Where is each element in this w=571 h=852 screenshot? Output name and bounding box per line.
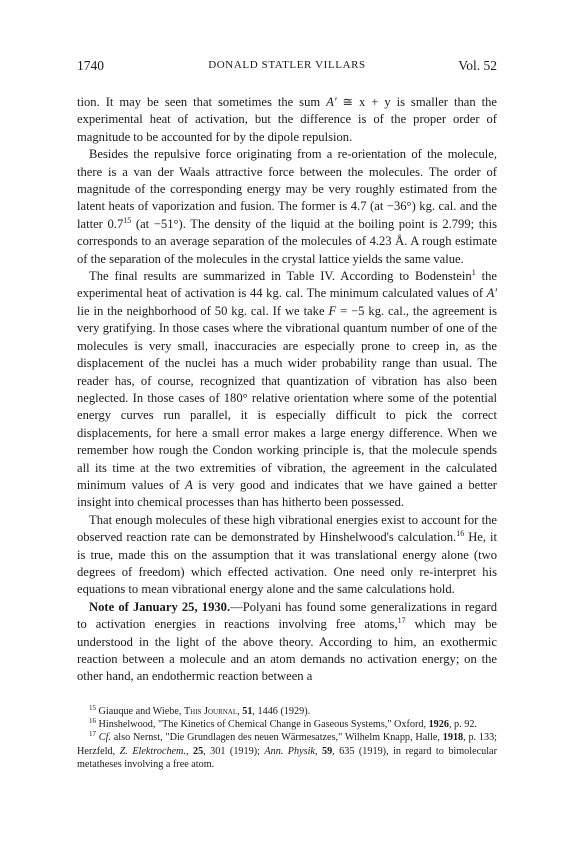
footnote-17 xyxy=(77,731,497,771)
footnote-text: , p. 133; Herzfeld, xyxy=(77,732,497,757)
paragraph-5 xyxy=(77,599,497,686)
journal-name: Z. Elektrochem. xyxy=(119,745,186,757)
body-text xyxy=(77,94,497,686)
page-number: 1740 xyxy=(77,58,104,73)
footnotes xyxy=(77,705,497,771)
footnote-15 xyxy=(77,705,497,718)
footnote-text: , xyxy=(314,745,322,757)
note-heading: Note of January 25, 1930. xyxy=(89,599,231,614)
footnote-text: also Nernst, "Die Grundlagen des neuen Wärmesatzes," Wilhelm Knapp, Halle, xyxy=(110,732,443,744)
cf-abbrev: Cf. xyxy=(98,732,111,744)
paragraph-text: which may be understood in the light of the above theory. According to him, an exothermic reaction between a molecule and an atom demands no activation energy; on the other hand, an endothermic reaction between a xyxy=(77,617,497,684)
math-symbol: A xyxy=(185,477,193,492)
footnote-16 xyxy=(77,718,497,731)
math-symbol: F xyxy=(328,303,337,318)
volume-number: 51 xyxy=(242,706,253,717)
footnote-text: , 635 (1919), in regard to bimolecular metatheses involving a free atom. xyxy=(77,745,497,770)
footnote-number: 15 xyxy=(89,704,96,712)
paragraph-text: ≅ x + y is smaller than the experimental heat of activation, but the difference is of the proper order of magnitude to be accounted for by the dipole repulsion. xyxy=(77,95,497,144)
paragraph-3 xyxy=(77,268,497,512)
paragraph-text: —Polyani has found some generalizations in regard to activation energies in reactions involving free atoms, xyxy=(77,599,498,632)
paragraph-text: the experimental heat of activation is 44 kg. cal. The minimum calculated values of xyxy=(77,269,497,301)
volume-label: Vol. 52 xyxy=(458,58,497,73)
paragraph-text: The final results are summarized in Table IV. According to Bodenstein xyxy=(89,269,472,284)
paragraph-text: tion. It may be seen that sometimes the sum xyxy=(77,95,327,109)
math-symbol: A' xyxy=(326,95,337,109)
footnote-text: , p. 92. xyxy=(448,719,477,731)
footnote-text: Hinshelwood, "The Kinetics of Chemical Change in Gaseous Systems," Oxford, xyxy=(96,719,429,731)
paragraph-text: lie in the neighborhood of 50 kg. cal. If we take xyxy=(77,303,329,318)
footnote-text: , xyxy=(185,745,193,757)
footnote-text: Giauque and Wiebe, xyxy=(96,706,184,717)
paragraph-text: is very good and indicates that we have gained a better insight into chemical processes than has hitherto been possessed. xyxy=(77,477,497,510)
paragraph-text: He, it is true, made this on the assumption that it was translational energy alone (two degrees of freedom) which effected activation. One need only re-interpret his equations to mean vibrational energy alone and the same calculations hold. xyxy=(77,530,497,597)
footnote-ref: 16 xyxy=(456,529,465,539)
footnote-ref: 1 xyxy=(471,268,476,278)
paragraph-text: That enough molecules of these high vibrational energies exist to account for the observed reaction rate can be demonstrated by Hinshelwood's calculation. xyxy=(77,512,497,545)
footnote-ref: 17 xyxy=(397,616,406,626)
paragraph-2 xyxy=(77,146,497,268)
paragraph-text: = −5 kg. cal., the agreement is very gratifying. In those cases where the vibrational quantum number of one of the molecules is very small, inaccuracies are especially prone to creep in, as the displacement of the nuclei has a much wider probability range than usual. The reader has, of course, recognized that quantization of vibration has also been neglected. In those cases of 180° relative orientation where some of the potential energy curves run parallel, it is especially difficult to pick the correct displacements, for here a small error makes a large energy difference. When we remember how rough the Condon working principle is, that the molecule spends all its time at the two extremities of vibration, the agreement in the calculated minimum values of xyxy=(77,303,497,492)
paragraph-text: (at −51°). The density of the liquid at the boiling point is 2.799; this corresponds to an average separation of the molecules of 4.23 Å. A rough estimate of the separation of the molecules in the crystal lattice yields the same value. xyxy=(77,216,497,266)
year: 1926 xyxy=(428,719,449,731)
paragraph-1 xyxy=(77,94,497,146)
footnote-ref: 15 xyxy=(123,215,132,225)
paragraph-4 xyxy=(77,512,497,599)
math-symbol: A' xyxy=(486,286,497,301)
year: 1918 xyxy=(442,732,464,744)
footnote-number: 17 xyxy=(89,730,96,739)
journal-name: Ann. Physik xyxy=(264,745,315,757)
paragraph-text: Besides the repulsive force originating from a re-orientation of the molecule, there is a van der Waals attractive force between the molecules. The order of magnitude of the corresponding energy may be very roughly estimated from the latent heats of vaporization and fusion. The former is 4.7 (at −36°) kg. cal. and the latter 0.7 xyxy=(77,147,497,231)
running-title: DONALD STATLER VILLARS xyxy=(208,59,366,71)
footnote-text: , xyxy=(237,706,243,717)
running-header xyxy=(77,58,497,76)
volume-number: 25 xyxy=(192,745,204,757)
footnote-number: 16 xyxy=(89,717,96,726)
volume-number: 59 xyxy=(321,745,333,757)
footnote-text: , 301 (1919); xyxy=(203,745,265,757)
footnote-text: , 1446 (1929). xyxy=(252,706,311,717)
journal-name: This Journal xyxy=(183,706,238,717)
